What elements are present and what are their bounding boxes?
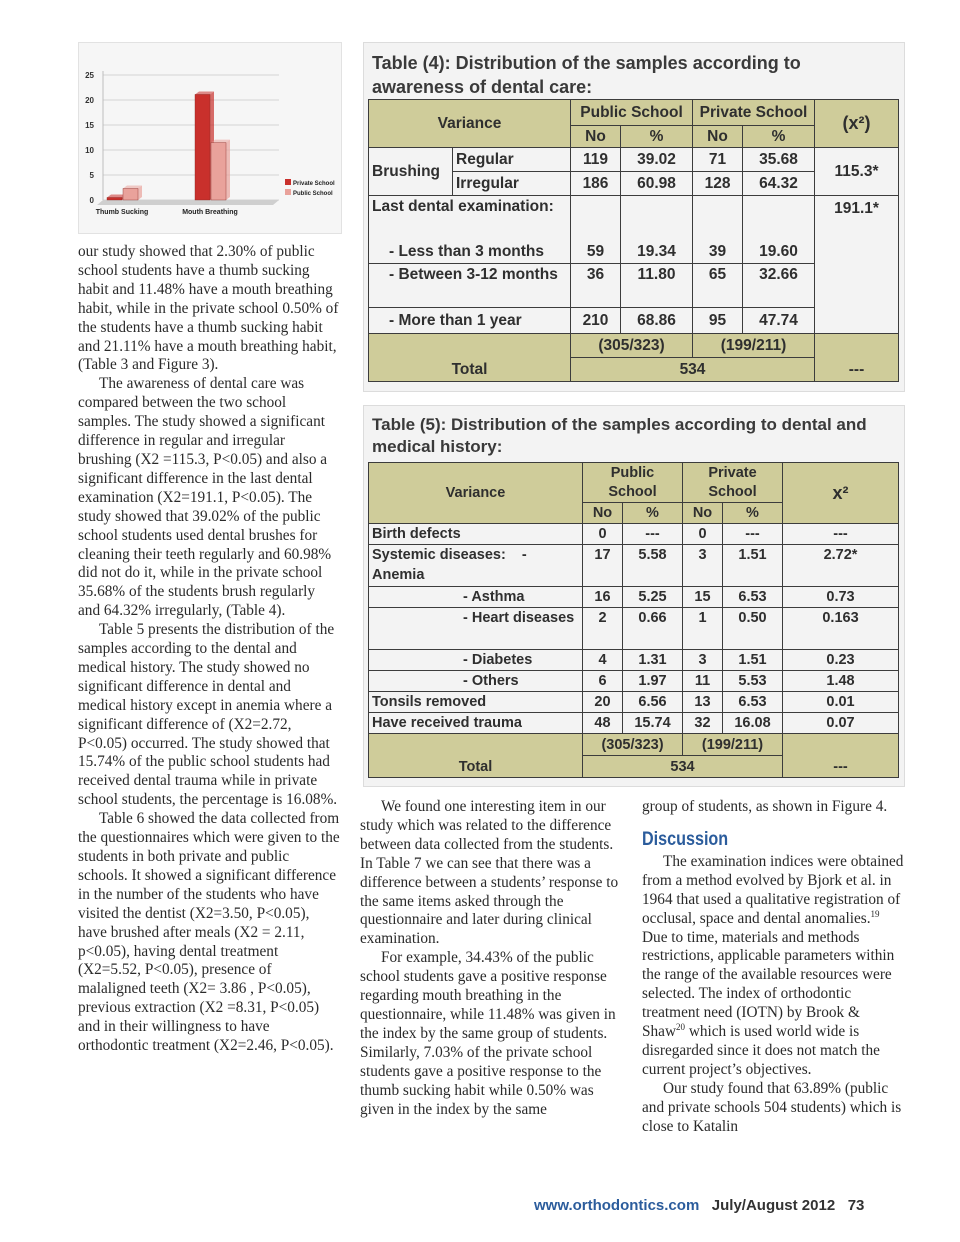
t5-header-pri-pct: % xyxy=(723,503,783,524)
t5-anemia-pri-pct: 1.51 xyxy=(723,545,783,587)
t4-between-label: - Between 3-12 months xyxy=(369,264,571,308)
bar-public xyxy=(211,143,226,200)
t5-header-pub-pct: % xyxy=(623,503,683,524)
t5-diabetes-label: - Diabetes xyxy=(369,650,583,671)
t4-irregular-pri-pct: 64.32 xyxy=(743,172,815,196)
t5-heart-pub-no: 2 xyxy=(583,608,623,650)
t5-diabetes-chi: 0.23 xyxy=(783,650,899,671)
t5-birth-defects-pri-pct: --- xyxy=(723,524,783,545)
y-tick-label: 15 xyxy=(85,121,94,130)
t4-header-pub-no: No xyxy=(571,126,621,148)
t4-irregular-pub-pct: 60.98 xyxy=(621,172,693,196)
t4-total-chi: --- xyxy=(815,334,899,382)
table-4-grid xyxy=(368,99,899,382)
t5-trauma-pri-pct: 16.08 xyxy=(723,713,783,734)
t5-total-pub: (305/323) xyxy=(583,734,683,756)
discussion-text-a: The examination indices were obtained from a method evolved by Bjork et al. in 1964 that used a qualitative registration of occlusal, space and dental anomalies. xyxy=(642,852,904,927)
t4-less3-pub-pct: 19.34 xyxy=(621,242,693,264)
t5-anemia-pri-no: 3 xyxy=(683,545,723,587)
paragraph-awareness: The awareness of dental care was compared between the two school samples. The study showed a significant difference in regular and irregular brushing (X2 =115.3, P<0.05) and also a significant difference in the last dental examination (X2=191.1, P<0.05). The study showed that 39.02% of the public school students used dental brushes for cleaning their teeth regularly and 60.98% did not do it, while in the private school 35.68% of the students brush regularly and 64.32% irregularly, (Table 4). xyxy=(78,375,332,620)
t4-less3-pub-no: 59 xyxy=(571,242,621,264)
bar-private xyxy=(107,198,122,201)
table-4 xyxy=(363,42,905,392)
t5-heart-pub-pct: 0.66 xyxy=(623,608,683,650)
t5-header-pub-no: No xyxy=(583,503,623,524)
discussion-heading: Discussion xyxy=(642,828,729,850)
paragraph-discussion-1 xyxy=(642,853,904,1080)
t4-brushing-label: Brushing xyxy=(369,148,453,196)
t5-tonsils-chi: 0.01 xyxy=(783,692,899,713)
t4-regular-pub-pct: 39.02 xyxy=(621,148,693,172)
t4-header-pub-pct: % xyxy=(621,126,693,148)
t4-regular-pub-no: 119 xyxy=(571,148,621,172)
t4-between-pri-no: 65 xyxy=(693,264,743,308)
t4-between-pub-pct: 11.80 xyxy=(621,264,693,308)
paragraph-continuation: group of students, as shown in Figure 4. xyxy=(642,798,888,815)
t4-total-pub: (305/323) xyxy=(571,334,693,358)
t5-trauma-pri-no: 32 xyxy=(683,713,723,734)
x-category-label: Mouth Breathing xyxy=(182,209,238,216)
t4-header-pri-no: No xyxy=(693,126,743,148)
t4-more1-label: - More than 1 year xyxy=(369,308,571,334)
t5-others-pri-no: 11 xyxy=(683,671,723,692)
t4-irregular-label: Irregular xyxy=(453,172,571,196)
discussion-text-c: which is used world wide is disregarded since it does not match the current project’s objectives. xyxy=(642,1023,880,1078)
t5-trauma-label: Have received trauma xyxy=(369,713,583,734)
t5-birth-defects-pri-no: 0 xyxy=(683,524,723,545)
t4-more1-pub-pct: 68.86 xyxy=(621,308,693,334)
t5-others-pri-pct: 5.53 xyxy=(723,671,783,692)
t4-irregular-pub-no: 186 xyxy=(571,172,621,196)
t5-others-pub-no: 6 xyxy=(583,671,623,692)
page-footer xyxy=(534,1197,864,1214)
t4-less3-pri-pct: 19.60 xyxy=(743,242,815,264)
y-tick-label: 10 xyxy=(85,146,94,155)
t5-birth-defects-pub-no: 0 xyxy=(583,524,623,545)
right-text-column xyxy=(642,798,904,1137)
t4-less3-label: - Less than 3 months xyxy=(369,242,571,264)
t5-others-label: - Others xyxy=(369,671,583,692)
y-tick-label: 20 xyxy=(85,96,94,105)
t4-header-chi: (x²) xyxy=(815,100,899,148)
t4-total-all: 534 xyxy=(571,358,815,382)
t5-others-pub-pct: 1.97 xyxy=(623,671,683,692)
t5-total-pri: (199/211) xyxy=(683,734,783,756)
paragraph-discussion-2: Our study found that 63.89% (public and private schools 504 students) which is close to Katalin xyxy=(642,1079,902,1135)
t5-asthma-chi: 0.73 xyxy=(783,587,899,608)
footer-page-number: 73 xyxy=(847,1197,865,1214)
paragraph-example: For example, 34.43% of the public school students gave a positive response regarding mouth breathing in the questionnaire, while 11.48% was given in the index by the same group of students. Similarly, 7.03% of the private school students gave a positive response to the thumb sucking habit while 0.50% was given in the index by the same xyxy=(360,949,616,1118)
t4-header-pri-pct: % xyxy=(743,126,815,148)
t5-diabetes-pri-pct: 1.51 xyxy=(723,650,783,671)
t5-trauma-pub-pct: 15.74 xyxy=(623,713,683,734)
t5-heart-pri-no: 1 xyxy=(683,608,723,650)
t5-tonsils-pub-pct: 6.56 xyxy=(623,692,683,713)
t5-header-chi: x² xyxy=(783,463,899,524)
legend-label: Private School xyxy=(293,181,335,187)
t5-birth-defects-pub-pct: --- xyxy=(623,524,683,545)
t5-anemia-pub-pct: 5.58 xyxy=(623,545,683,587)
t5-total-all: 534 xyxy=(583,756,783,778)
t5-asthma-label: - Asthma xyxy=(369,587,583,608)
t5-others-chi: 1.48 xyxy=(783,671,899,692)
bar-side xyxy=(226,140,230,200)
t4-less3-pri-no: 39 xyxy=(693,242,743,264)
t5-tonsils-pri-no: 13 xyxy=(683,692,723,713)
t5-trauma-chi: 0.07 xyxy=(783,713,899,734)
footer-url[interactable]: www.orthodontics.com xyxy=(534,1197,700,1214)
legend-swatch xyxy=(285,189,291,195)
y-tick-label: 0 xyxy=(89,196,94,205)
t4-header-private: Private School xyxy=(693,100,815,126)
figure-3-bar-chart xyxy=(78,42,342,234)
legend-label: Public School xyxy=(293,191,333,197)
table-5 xyxy=(363,405,905,787)
t5-trauma-pub-no: 48 xyxy=(583,713,623,734)
t4-regular-pri-pct: 35.68 xyxy=(743,148,815,172)
chart-floor xyxy=(97,200,279,205)
t4-exam-chi: 191.1* xyxy=(815,196,899,334)
bar-private xyxy=(195,94,210,200)
t5-birth-defects-chi: --- xyxy=(783,524,899,545)
t5-heart-pri-pct: 0.50 xyxy=(723,608,783,650)
bar-public xyxy=(123,189,138,201)
paragraph-habits: our study showed that 2.30% of public school students have a thumb sucking habit and 11.48% have a mouth breathing habit, while in the private school 0.50% of the students have a thumb sucking habit and 21.11% have a mouth breathing habit, (Table 3 and Figure 3). xyxy=(78,243,339,374)
legend-swatch xyxy=(285,179,291,185)
t5-total-label: Total xyxy=(369,734,583,778)
paragraph-medical-history: Table 5 presents the distribution of the samples according to the dental and medical history. The study showed no significant difference in dental and medical history except in anemia where a significant difference of (X2=2.72, P<0.05) occurred. The study showed that 15.74% of the public school students had received dental trauma while in private school students, the percentage is 16.08%. xyxy=(78,621,338,809)
t5-header-variance: Variance xyxy=(369,463,583,524)
t5-tonsils-pri-pct: 6.53 xyxy=(723,692,783,713)
t4-last-exam-label: Last dental examination: xyxy=(369,196,571,242)
discussion-text-b: Due to time, materials and methods restrictions, applicable parameters within the range of the available resources were selected. The index of orthodontic treatment need (IOTN) by Brook & Shaw xyxy=(642,928,895,1041)
paragraph-interesting-item: We found one interesting item in our study which was related to the difference between data collected from the students. In Table 7 we can see that there was a difference between a students’ response to the same items asked through the questionnaire and later during clinical examination. xyxy=(360,798,619,948)
citation-20: 20 xyxy=(676,1021,685,1032)
y-tick-label: 5 xyxy=(89,171,94,180)
t5-asthma-pub-no: 16 xyxy=(583,587,623,608)
t4-more1-pri-pct: 47.74 xyxy=(743,308,815,334)
t4-more1-pub-no: 210 xyxy=(571,308,621,334)
figure-3-svg xyxy=(79,43,341,233)
t5-tonsils-pub-no: 20 xyxy=(583,692,623,713)
t5-total-chi: --- xyxy=(783,734,899,778)
t5-asthma-pri-pct: 6.53 xyxy=(723,587,783,608)
table-4-caption: Table (4): Distribution of the samples according to awareness of dental care: xyxy=(372,53,801,97)
t5-anemia-label: Systemic diseases: - Anemia xyxy=(369,545,583,587)
t5-diabetes-pub-no: 4 xyxy=(583,650,623,671)
t5-birth-defects-label: Birth defects xyxy=(369,524,583,545)
t5-asthma-pri-no: 15 xyxy=(683,587,723,608)
t4-header-public: Public School xyxy=(571,100,693,126)
t5-header-pri-no: No xyxy=(683,503,723,524)
t5-tonsils-label: Tonsils removed xyxy=(369,692,583,713)
t4-between-pri-pct: 32.66 xyxy=(743,264,815,308)
t5-anemia-chi: 2.72* xyxy=(783,545,899,587)
paragraph-questionnaire: Table 6 showed the data collected from the questionnaires which were given to the students in both private and public schools. It showed a significant difference in the number of the students who have visited the dentist (X2=3.50, P<0.05), have brushed after meals (X2 = 2.11, p<0.05), having dental treatment (X2=5.52, P<0.05), presence of malaligned teeth (X2= 3.86 , P<0.05), previous extraction (X2 =8.31, P<0.05) and in their willingness to have orthodontic treatment (X2=2.46, P<0.05). xyxy=(78,810,340,1055)
t4-total-pri: (199/211) xyxy=(693,334,815,358)
y-tick-label: 25 xyxy=(85,71,94,80)
t4-irregular-pri-no: 128 xyxy=(693,172,743,196)
t4-header-variance: Variance xyxy=(369,100,571,148)
t5-heart-chi: 0.163 xyxy=(783,608,899,650)
left-text-column xyxy=(78,243,340,1056)
t5-anemia-pub-no: 17 xyxy=(583,545,623,587)
t5-asthma-pub-pct: 5.25 xyxy=(623,587,683,608)
t4-regular-label: Regular xyxy=(453,148,571,172)
t5-diabetes-pri-no: 3 xyxy=(683,650,723,671)
middle-text-column xyxy=(360,798,622,1119)
t4-total-label: Total xyxy=(369,334,571,382)
footer-date: July/August 2012 xyxy=(711,1197,836,1214)
t5-header-private: Private School xyxy=(683,463,783,503)
t5-diabetes-pub-pct: 1.31 xyxy=(623,650,683,671)
citation-19: 19 xyxy=(870,908,880,919)
x-category-label: Thumb Sucking xyxy=(95,209,149,216)
table-5-grid xyxy=(368,462,899,778)
t5-heart-label: - Heart diseases xyxy=(369,608,583,650)
t4-regular-pri-no: 71 xyxy=(693,148,743,172)
t4-brushing-chi: 115.3* xyxy=(815,148,899,196)
table-5-caption: Table (5): Distribution of the samples according to dental and medical history: xyxy=(372,415,867,456)
t5-header-public: Public School xyxy=(583,463,683,503)
t4-between-pub-no: 36 xyxy=(571,264,621,308)
t4-more1-pri-no: 95 xyxy=(693,308,743,334)
